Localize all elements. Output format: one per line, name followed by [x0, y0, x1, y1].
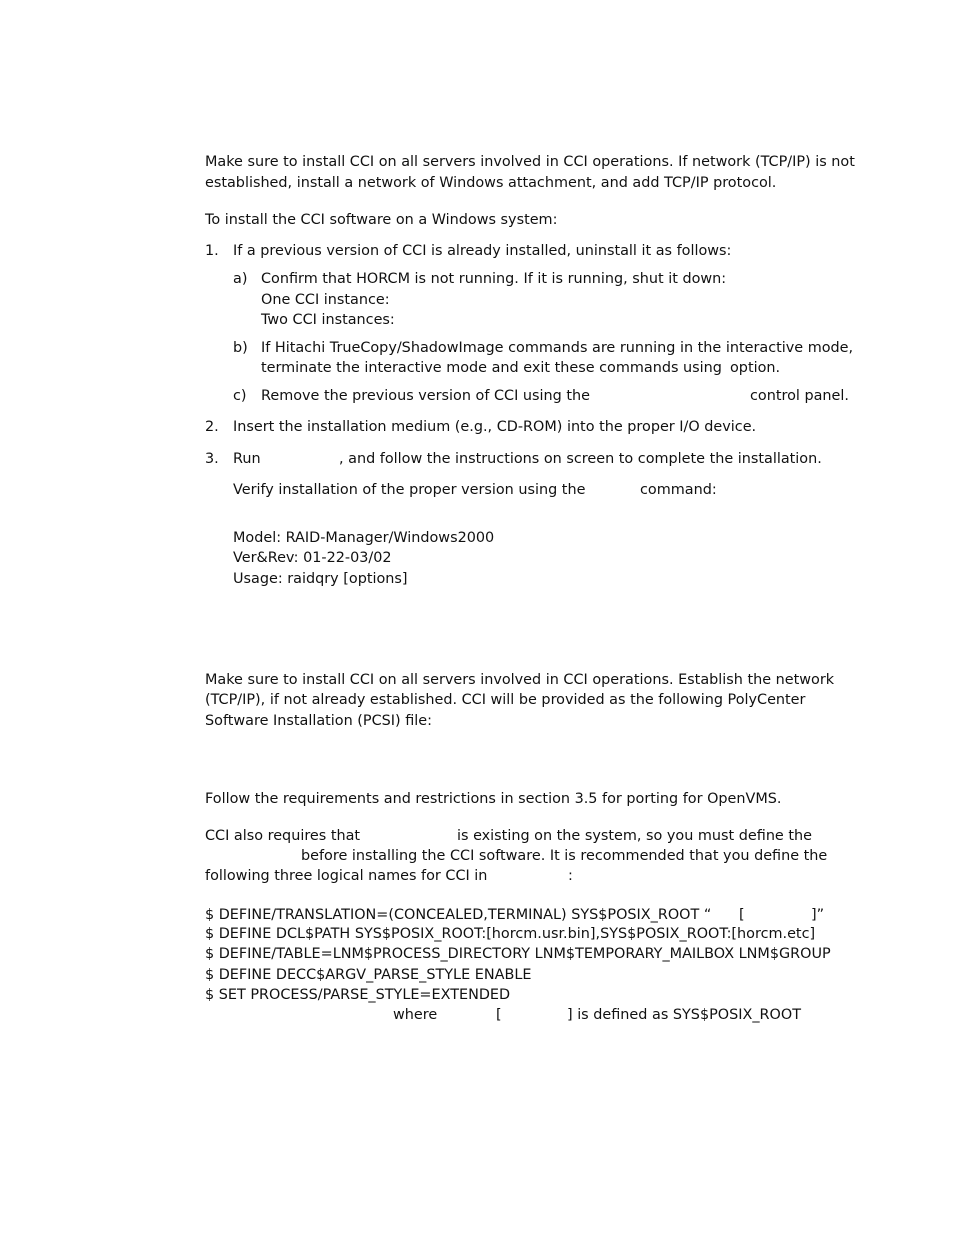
step-3-text-b: , and follow the instructions on screen to complete the installation. — [339, 451, 822, 467]
output-model: Model: RAID-Manager/Windows2000 — [233, 530, 495, 546]
command-define-table: $ DEFINE/TABLE=LNM$PROCESS_DIRECTORY LNM$TEMPORARY_MAILBOX LNM$GROUP — [205, 946, 831, 962]
substep-c-text-2: control panel. — [750, 388, 849, 404]
openvms-para-3-line-1a: CCI also requires that — [205, 828, 361, 844]
windows-intro-line-1: Make sure to install CCI on all servers involved in CCI operations. If network (TCP/IP) is not — [205, 154, 855, 170]
openvms-para-3-line-3a: following three logical names for CCI in — [205, 868, 488, 884]
command-set-process: $ SET PROCESS/PARSE_STYLE=EXTENDED — [205, 987, 511, 1003]
where-note-a: where — [393, 1007, 438, 1023]
where-note-c: ] is defined as SYS$POSIX_ROOT — [567, 1007, 801, 1023]
where-note-b: [ — [496, 1007, 502, 1023]
command-define-translation: $ DEFINE/TRANSLATION=(CONCEALED,TERMINAL) SYS$POSIX_ROOT “ — [205, 907, 712, 923]
verify-text-a: Verify installation of the proper version using the — [233, 482, 586, 498]
openvms-para-2: Follow the requirements and restrictions in section 3.5 for porting for OpenVMS. — [205, 791, 782, 807]
command-define-dcl-path: $ DEFINE DCL$PATH SYS$POSIX_ROOT:[horcm.usr.bin],SYS$POSIX_ROOT:[horcm.etc] — [205, 926, 816, 942]
openvms-para-3-line-3b: : — [568, 868, 573, 884]
command-define-decc: $ DEFINE DECC$ARGV_PARSE_STYLE ENABLE — [205, 967, 532, 983]
step-1-text: If a previous version of CCI is already installed, uninstall it as follows: — [233, 243, 732, 259]
substep-a-text: Confirm that HORCM is not running. If it is running, shut it down: — [261, 271, 727, 287]
step-3-number: 3. — [205, 451, 219, 467]
command-define-translation-bracket-close: ]” — [811, 907, 825, 923]
windows-lead: To install the CCI software on a Windows system: — [205, 212, 558, 228]
openvms-para-3-line-2: before installing the CCI software. It is recommended that you define the — [301, 848, 828, 864]
windows-intro-line-2: established, install a network of Windows attachment, and add TCP/IP protocol. — [205, 175, 777, 191]
substep-c-label: c) — [233, 388, 247, 404]
step-1-number: 1. — [205, 243, 219, 259]
step-2-number: 2. — [205, 419, 219, 435]
step-2-text: Insert the installation medium (e.g., CD-ROM) into the proper I/O device. — [233, 419, 757, 435]
substep-b-label: b) — [233, 340, 248, 356]
command-define-translation-bracket-open: [ — [739, 907, 745, 923]
output-usage: Usage: raidqry [options] — [233, 571, 408, 587]
substep-a-label: a) — [233, 271, 248, 287]
substep-b-text-1: If Hitachi TrueCopy/ShadowImage commands are running in the interactive mode, — [261, 340, 854, 356]
openvms-para-3-line-1b: is existing on the system, so you must define the — [457, 828, 812, 844]
step-3-text-a: Run — [233, 451, 261, 467]
openvms-para-1-line-3: Software Installation (PCSI) file: — [205, 713, 432, 729]
substep-a-two-instances: Two CCI instances: — [261, 312, 395, 328]
output-version: Ver&Rev: 01-22-03/02 — [233, 550, 392, 566]
substep-a-one-instance: One CCI instance: — [261, 292, 390, 308]
substep-b-text-2: terminate the interactive mode and exit these commands using — [261, 360, 722, 376]
verify-text-b: command: — [640, 482, 717, 498]
substep-c-text-1: Remove the previous version of CCI using the — [261, 388, 590, 404]
substep-b-text-3: option. — [730, 360, 781, 376]
openvms-para-1-line-2: (TCP/IP), if not already established. CCI will be provided as the following PolyCenter — [205, 692, 806, 708]
openvms-para-1-line-1: Make sure to install CCI on all servers involved in CCI operations. Establish the network — [205, 672, 835, 688]
